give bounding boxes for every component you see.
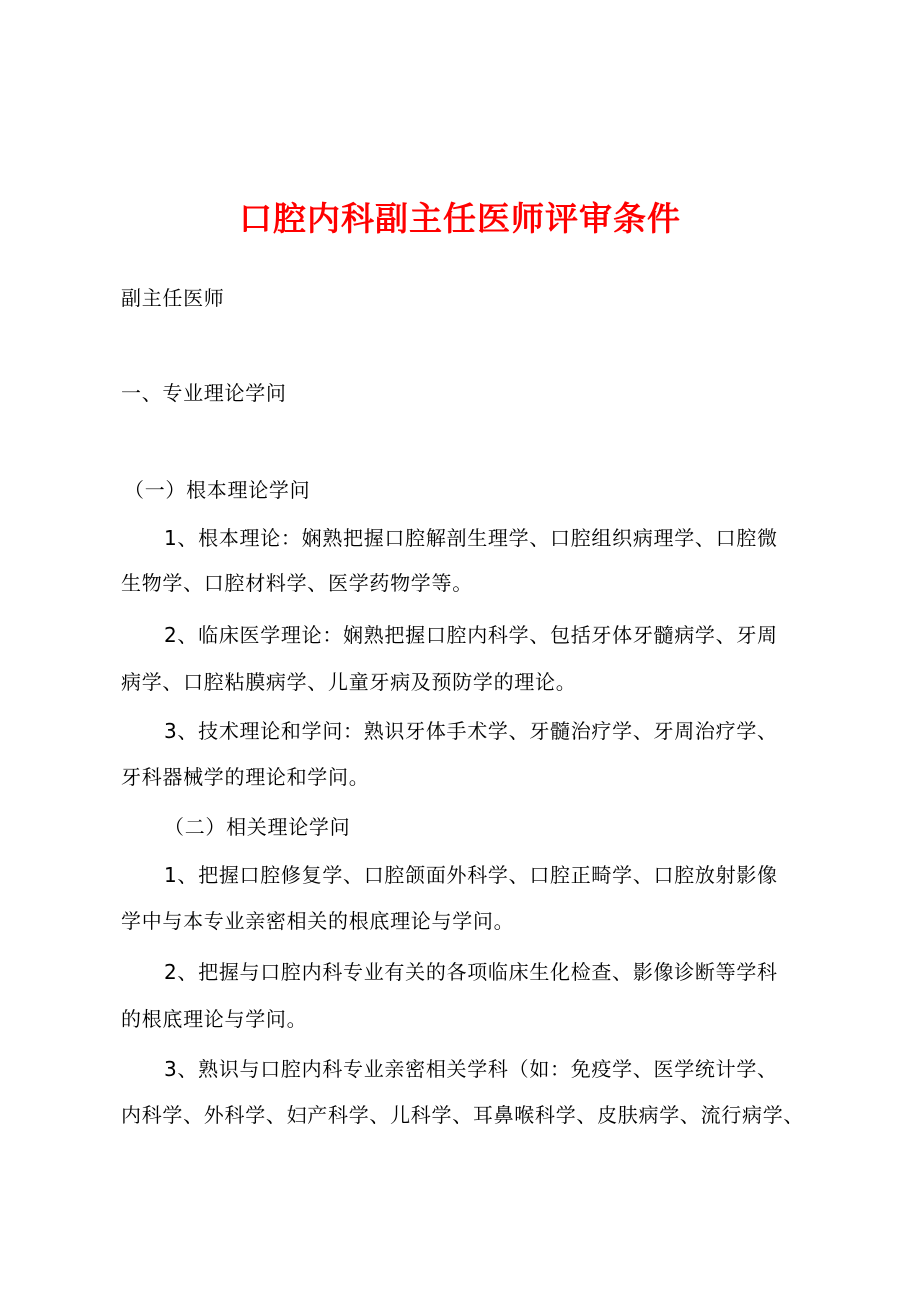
paragraph-line: 的根底理论与学问。 <box>121 1007 308 1031</box>
document-title: 口腔内科副主任医师评审条件 <box>239 199 681 238</box>
paragraph-line: 1、把握口腔修复学、口腔颌面外科学、口腔正畸学、口腔放射影像 <box>164 863 778 887</box>
paragraph-line: 3、技术理论和学问：熟识牙体手术学、牙髓治疗学、牙周治疗学、 <box>164 719 778 743</box>
subsection-heading: （二）相关理论学问 <box>164 815 351 839</box>
paragraph-line: 2、把握与口腔内科专业有关的各项临床生化检查、影像诊断等学科 <box>164 960 778 984</box>
paragraph-line: 3、熟识与口腔内科专业亲密相关学科（如：免疫学、医学统计学、 <box>164 1057 778 1081</box>
paragraph-line: 内科学、外科学、妇产科学、儿科学、耳鼻喉科学、皮肤病学、流行病学、 <box>121 1103 805 1127</box>
paragraph-line: 2、临床医学理论：娴熟把握口腔内科学、包括牙体牙髓病学、牙周 <box>164 623 778 647</box>
subtitle: 副主任医师 <box>121 286 225 310</box>
paragraph-line: 病学、口腔粘膜病学、儿童牙病及预防学的理论。 <box>121 670 577 694</box>
paragraph-line: 牙科器械学的理论和学问。 <box>121 765 370 789</box>
section-heading: 一、专业理论学问 <box>121 381 287 405</box>
paragraph-line: 学中与本专业亲密相关的根底理论与学问。 <box>121 909 515 933</box>
subsection-heading: （一）根本理论学问 <box>124 478 311 502</box>
paragraph-line: 生物学、口腔材料学、医学药物学等。 <box>121 571 473 595</box>
paragraph-line: 1、根本理论：娴熟把握口腔解剖生理学、口腔组织病理学、口腔微 <box>164 526 778 550</box>
